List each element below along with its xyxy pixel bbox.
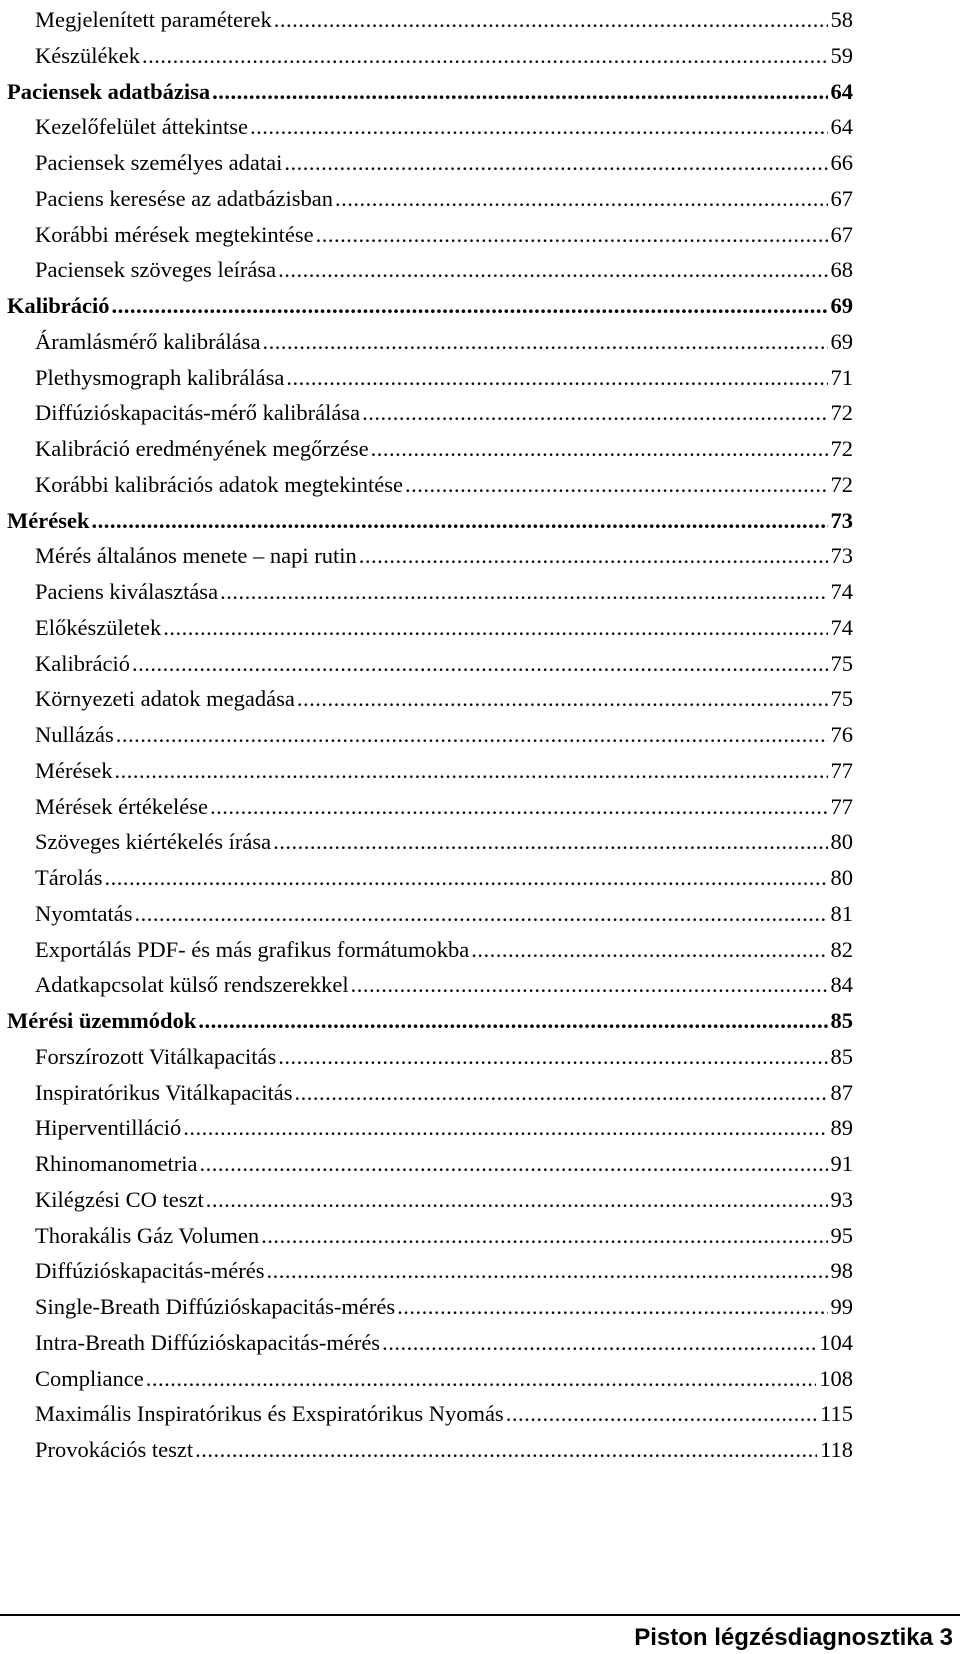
toc-page-number: 98 [830,1258,853,1284]
toc-dot-leader [114,752,827,790]
toc-dot-leader [146,1360,817,1398]
toc-subsection-entry[interactable] [35,251,853,289]
toc-entry-title: Exportálás PDF- és más grafikus formátumokba [35,936,470,962]
toc-page-number: 81 [830,900,853,926]
toc-entry-title: Tárolás [35,865,103,890]
toc-entry-title: Plethysmograph kalibrálása [35,364,285,390]
toc-dot-leader [359,537,828,575]
toc-section-entry[interactable] [7,1002,853,1040]
toc-entry-title: Diffúzióskapacitás-mérés [35,1258,265,1284]
toc-page-number: 64 [830,78,853,104]
toc-dot-leader [198,1002,827,1040]
toc-entry-title: Nyomtatás [35,900,133,926]
footer-divider [0,1614,960,1616]
toc-entry-title: Áramlásmérő kalibrálása [35,328,261,354]
toc-dot-leader [316,216,828,254]
toc-dot-leader [163,609,827,647]
toc-page-number: 77 [830,793,853,819]
toc-entry-title: Kalibráció [7,293,110,318]
toc-page-number: 82 [830,936,853,962]
toc-subsection-entry[interactable] [35,823,853,861]
toc-entry-title: Diffúzióskapacitás-mérő kalibrálása [35,400,361,426]
toc-subsection-entry[interactable] [35,1109,853,1147]
toc-subsection-entry[interactable] [35,1324,853,1362]
toc-subsection-entry[interactable] [35,680,853,718]
toc-entry-title: Mérések értékelése [35,793,209,819]
toc-entry-title: Adatkapcsolat külső rendszerekkel [35,972,349,998]
toc-page-number: 69 [830,328,853,354]
toc-subsection-entry[interactable] [35,645,853,683]
toc-page-number: 72 [830,471,853,497]
toc-page-number: 80 [830,829,853,855]
toc-subsection-entry[interactable] [35,1074,853,1112]
toc-page-number: 75 [830,650,853,676]
toc-subsection-entry[interactable] [35,1288,853,1326]
toc-subsection-entry[interactable] [35,37,853,75]
toc-dot-leader [263,323,828,361]
toc-dot-leader [134,895,827,933]
toc-subsection-entry[interactable] [35,895,853,933]
toc-subsection-entry[interactable] [35,144,853,182]
toc-entry-title: Paciens kiválasztása [35,579,219,604]
toc-dot-leader [261,1217,827,1255]
toc-dot-leader [199,1145,827,1183]
toc-entry-title: Mérések [7,507,90,533]
toc-entry-title: Paciensek adatbázisa [7,78,211,104]
toc-dot-leader [286,359,827,397]
toc-entry-title: Nullázás [35,722,114,747]
toc-subsection-entry[interactable] [35,609,853,647]
toc-entry-title: Rhinomanometria [35,1151,198,1176]
toc-subsection-entry[interactable] [35,859,853,897]
toc-entry-title: Mérés általános menete – napi rutin [35,543,357,569]
toc-dot-leader [405,466,828,504]
toc-subsection-entry[interactable] [35,359,853,397]
toc-subsection-entry[interactable] [35,1145,853,1183]
toc-page-number: 69 [830,293,853,318]
toc-dot-leader [278,1038,827,1076]
toc-dot-leader [210,788,827,826]
toc-entry-title: Megjelenített paraméterek [35,7,272,32]
toc-entry-title: Intra-Breath Diffúzióskapacitás-mérés [35,1329,381,1355]
toc-page-number: 95 [830,1222,853,1248]
toc-page-number: 108 [819,1365,853,1391]
toc-entry-title: Szöveges kiértékelés írása [35,829,272,855]
toc-page-number: 66 [830,150,853,175]
toc-dot-leader [183,1109,827,1147]
toc-page-number: 80 [830,865,853,890]
toc-dot-leader [132,645,828,683]
toc-entry-title: Kilégzési CO teszt [35,1186,204,1212]
toc-subsection-entry[interactable] [35,716,853,754]
toc-dot-leader [91,502,827,540]
toc-subsection-entry[interactable] [35,1038,853,1076]
toc-page-number: 76 [830,722,853,747]
toc-entry-title: Paciens keresése az adatbázisban [35,185,333,211]
toc-entry-title: Mérési üzemmódok [7,1008,197,1033]
toc-page-number: 73 [830,543,853,569]
footer-title: Piston légzésdiagnosztika 3 [634,1624,953,1651]
toc-subsection-entry[interactable] [35,216,853,254]
toc-page-number: 115 [820,1401,853,1427]
toc-subsection-entry[interactable] [35,1181,853,1219]
toc-page-number: 93 [830,1186,853,1212]
toc-page-number: 75 [830,686,853,712]
toc-page-number: 74 [830,579,853,604]
toc-entry-title: Hiperventilláció [35,1115,182,1141]
toc-page-number: 84 [830,972,853,998]
toc-page-number: 59 [830,42,853,68]
toc-entry-title: Paciensek szöveges leírása [35,257,277,283]
toc-dot-leader [297,680,828,718]
toc-page-number: 85 [830,1008,853,1033]
toc-entry-title: Mérések [35,757,113,783]
toc-dot-leader [362,394,827,432]
toc-subsection-entry[interactable] [35,1,853,39]
toc-dot-leader [506,1395,817,1433]
toc-entry-title: Korábbi kalibrációs adatok megtekintése [35,471,403,497]
toc-page-number: 74 [830,614,853,640]
toc-subsection-entry[interactable] [35,1252,853,1290]
toc-dot-leader [274,1,828,39]
toc-entry-title: Single-Breath Diffúzióskapacitás-mérés [35,1294,396,1319]
toc-section-entry[interactable] [7,73,853,111]
toc-entry-title: Provokációs teszt [35,1437,194,1462]
toc-entry-title: Korábbi mérések megtekintése [35,221,314,247]
toc-subsection-entry[interactable] [35,108,853,146]
toc-section-entry[interactable] [7,502,853,540]
toc-page-number: 73 [830,507,853,533]
toc-page-number: 118 [820,1437,853,1462]
toc-entry-title: Előkészületek [35,614,162,640]
toc-dot-leader [195,1431,817,1469]
toc-dot-leader [142,37,828,75]
toc-subsection-entry[interactable] [35,1431,853,1469]
toc-subsection-entry[interactable] [35,1360,853,1398]
toc-entry-title: Compliance [35,1365,144,1391]
toc-page-number: 72 [830,436,853,461]
toc-page-number: 68 [830,257,853,283]
toc-dot-leader [471,931,827,969]
toc-page-number: 77 [830,757,853,783]
toc-dot-leader [112,287,828,325]
toc-page-number: 64 [830,114,853,140]
toc-dot-leader [212,73,827,111]
toc-dot-leader [206,1181,828,1219]
toc-page-number: 71 [830,364,853,390]
toc-page-number: 99 [830,1294,853,1319]
toc-entry-title: Paciensek személyes adatai [35,150,283,175]
toc-dot-leader [397,1288,827,1326]
toc-entry-title: Inspiratórikus Vitálkapacitás [35,1079,293,1105]
toc-subsection-entry[interactable] [35,966,853,1004]
toc-dot-leader [267,1252,828,1290]
toc-page-number: 85 [830,1043,853,1069]
toc-subsection-entry[interactable] [35,752,853,790]
toc-subsection-entry[interactable] [35,573,853,611]
toc-page-number: 72 [830,400,853,426]
toc-dot-leader [382,1324,816,1362]
toc-page-number: 91 [830,1151,853,1176]
toc-subsection-entry[interactable] [35,1217,853,1255]
toc-page-number: 89 [830,1115,853,1141]
toc-dot-leader [371,430,828,468]
toc-entry-title: Forszírozott Vitálkapacitás [35,1043,277,1069]
toc-subsection-entry[interactable] [35,180,853,218]
toc-section-entry[interactable] [7,287,853,325]
toc-dot-leader [351,966,828,1004]
toc-dot-leader [295,1074,828,1112]
toc-entry-title: Maximális Inspiratórikus és Exspiratórikus Nyomás [35,1401,504,1427]
toc-subsection-entry[interactable] [35,394,853,432]
toc-dot-leader [284,144,827,182]
toc-subsection-entry[interactable] [35,1395,853,1433]
toc-entry-title: Kalibráció [35,650,130,676]
toc-subsection-entry[interactable] [35,537,853,575]
toc-dot-leader [116,716,828,754]
toc-dot-leader [273,823,827,861]
toc-entry-title: Kezelőfelület áttekintse [35,114,249,140]
toc-page-number: 87 [830,1079,853,1105]
toc-entry-title: Környezeti adatok megadása [35,686,295,712]
toc-dot-leader [278,251,827,289]
toc-page-number: 67 [830,185,853,211]
toc-page-number: 104 [819,1329,853,1355]
toc-entry-title: Készülékek [35,42,140,68]
toc-page-number: 67 [830,221,853,247]
toc-subsection-entry[interactable] [35,466,853,504]
toc-dot-leader [250,108,827,146]
toc-dot-leader [335,180,828,218]
toc-subsection-entry[interactable] [35,788,853,826]
toc-dot-leader [104,859,827,897]
toc-entry-title: Thorakális Gáz Volumen [35,1222,260,1248]
toc-dot-leader [220,573,827,611]
toc-page-number: 58 [830,7,853,32]
toc-subsection-entry[interactable] [35,323,853,361]
toc-subsection-entry[interactable] [35,931,853,969]
toc-entry-title: Kalibráció eredményének megőrzése [35,436,369,461]
toc-subsection-entry[interactable] [35,430,853,468]
